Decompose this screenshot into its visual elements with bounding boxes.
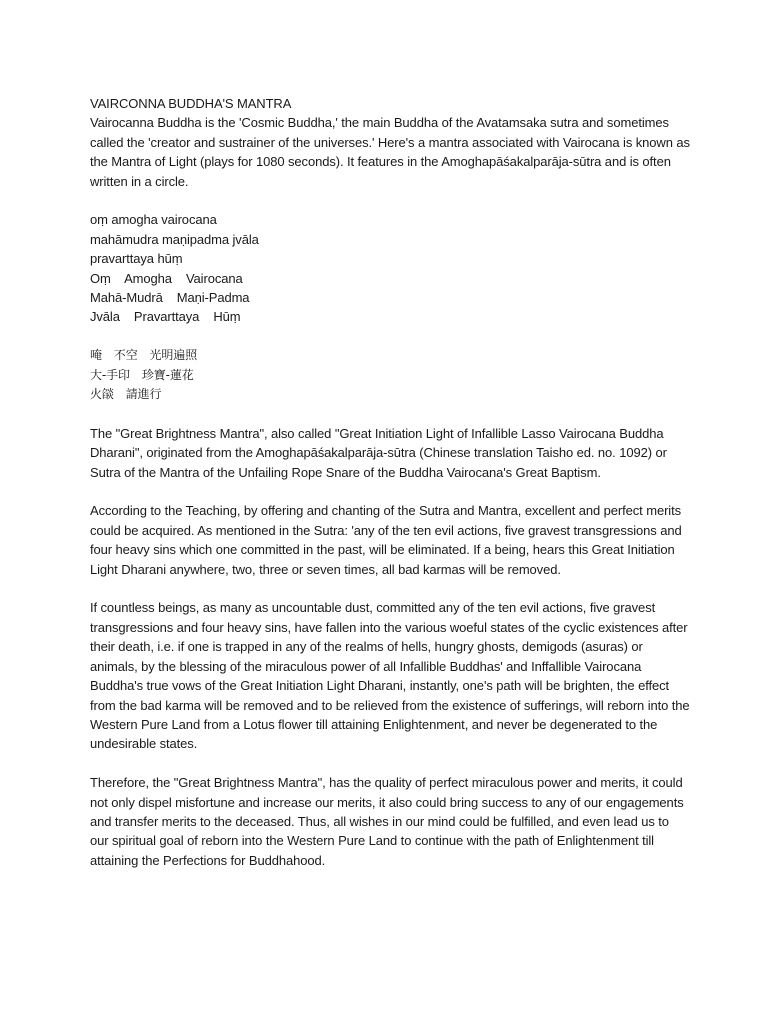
intro-paragraph: Vairocanna Buddha is the 'Cosmic Buddha,' the main Buddha of the Avatamsaka sutra and sometimes called the 'creator and sustrainer of the universes.' Here's a mantra associated with Vairocana is known as the Mantra of Light (plays for 1080 seconds). It features in the Amoghapāśakalparāja-sūtra and is often written in a circle. [90,115,690,189]
mantra-line: Jvāla Pravarttaya Hūṃ [90,309,241,325]
paragraph-gap [90,191,690,210]
paragraph-gap [90,579,690,598]
chinese-mantra-line: 火燄 請進行 [90,387,162,402]
body-paragraph: According to the Teaching, by offering and chanting of the Sutra and Mantra, excellent and perfect merits could be acquired. As mentioned in the Sutra: 'any of the ten evil actions, five gravest transgressions and four heavy sins which one committed in the past, will be eliminated. If a being, hears this Great Initiation Light Dharani anywhere, two, three or seven times, all bad karmas will be removed. [90,503,682,577]
chinese-mantra-line: 唵 不空 光明遍照 [90,348,198,363]
paragraph-gap [90,482,690,501]
body-paragraph: Therefore, the "Great Brightness Mantra", has the quality of perfect miraculous power and merits, it could not only dispel misfortune and increase our merits, it also could bring success to any of our engagements and transfer merits to the deceased. Thus, all wishes in our mind could be fulfilled, and even lead us to our spiritual goal of reborn into the Western Pure Land to continue with the path of Enlightenment till attaining the Perfections for Buddhahood. [90,775,684,868]
mantra-line: mahāmudra maṇipadma jvāla [90,231,259,247]
chinese-mantra-line: 大-手印 珍寶-蓮花 [90,367,194,382]
mantra-line: pravarttaya hūṃ [90,251,183,267]
document-title: VAIRCONNA BUDDHA'S MANTRA [90,96,292,111]
mantra-line: oṃ amogha vairocana [90,212,217,228]
chinese-mantra-block [90,346,690,404]
body-paragraph: The "Great Brightness Mantra", also called "Great Initiation Light of Infallible Lasso Vairocana Buddha Dharani", originated from the Amoghapāśakalparāja-sūtra (Chinese translation Taisho ed. no. 1092) or Sutra of the Mantra of the Unfailing Rope Snare of the Buddha Vairocana's Great Baptism. [90,425,667,480]
paragraph-gap [90,404,690,423]
mantra-line: Mahā-Mudrā Maṇi-Padma [90,290,250,306]
mantra-block [90,210,690,326]
mantra-line: Oṃ Amogha Vairocana [90,270,243,286]
document-page [90,94,690,870]
paragraph-gap [90,754,690,773]
paragraph-gap [90,327,690,346]
body-paragraph: If countless beings, as many as uncountable dust, committed any of the ten evil actions, five gravest transgressions and four heavy sins, have fallen into the various woeful states of the cyclic existences after their death, i.e. if one is trapped in any of the realms of hells, hungry ghosts, demigods (asuras) or animals, by the blessing of the miraculous power of all Infallible Buddhas' and Inffallible Vairocana Buddha's true vows of the Great Initiation Light Dharani, instantly, one's path will be brighten, the effect from the bad karma will be removed and to be relieved from the existence of sufferings, will reborn into the Western Pure Land from a Lotus flower till attaining Enlightenment, and never be degenerated to the undesirable states. [90,600,690,752]
